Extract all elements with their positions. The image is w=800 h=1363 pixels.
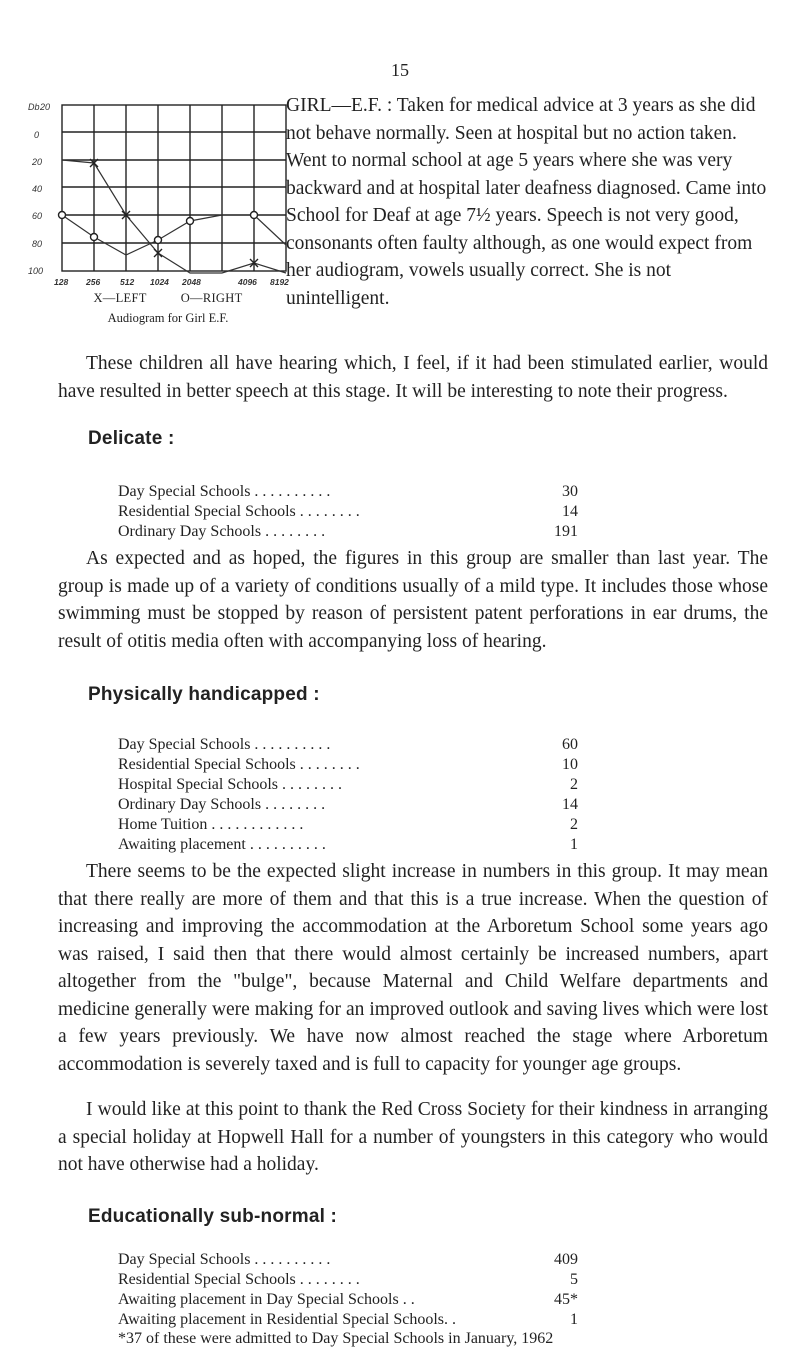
table-physically-handicapped [118,735,638,855]
table-row: Day Special Schools . . . . . . . . . . 60 [118,736,578,753]
y-tick: 40 [32,184,43,194]
paragraph-increase: There seems to be the expected slight increase in numbers in this group. It may mean that there really are more of them and that this is a true increase. When the question of increasing and improving the accommodation at the Arboretum School some years ago was raised, I said then that there would almost certainly be increased numbers, apart altogether from the "bulge", because Maternal and Child Welfare departments and medicine generally were making for an improved outlook and saving lives which were lost a few years previously. We have now almost reached the stage where Arboretum accommodation is severely taxed and is full to capacity for younger age groups. [58,861,768,1075]
paragraph-children: These children all have hearing which, I feel, if it had been stimulated earlier, would have resulted in better speech at this stage. It will be interesting to note their progress. [58,353,768,402]
table-row: Hospital Special Schools . . . . . . . . 2 [118,776,578,793]
heading-delicate: Delicate : [88,428,175,449]
heading-educationally-sub-normal: Educationally sub-normal : [88,1206,338,1227]
x-tick: 1024 [150,277,169,287]
table-row: Awaiting placement in Residential Special Schools. . 1 [118,1311,578,1328]
audiogram-caption: Audiogram for Girl E.F. [107,311,229,325]
heading-physically-handicapped: Physically handicapped : [88,684,320,705]
y-tick: 60 [32,211,43,221]
table-row: Day Special Schools . . . . . . . . . . 409 [118,1251,578,1268]
y-tick: 80 [32,239,43,249]
audiogram-legend: X—LEFT O—RIGHT [93,291,243,305]
y-tick: 100 [28,266,44,276]
table-educationally-sub-normal [118,1250,638,1330]
footnote: *37 of these were admitted to Day Special Schools in January, 1962 [118,1330,554,1347]
x-tick: 256 [86,277,101,287]
table-row: Home Tuition . . . . . . . . . . . . 2 [118,816,578,833]
x-tick: 4096 [238,277,257,287]
table-row: Residential Special Schools . . . . . . . . 14 [118,503,578,520]
table-row: Ordinary Day Schools . . . . . . . . 14 [118,796,578,813]
x-tick: 8192 [270,277,289,287]
table-row: Awaiting placement in Day Special Schools . . 45* [118,1291,578,1308]
paragraph-delicate: As expected and as hoped, the figures in this group are smaller than last year. The group is made up of a variety of conditions usually of a mild type. It includes those whose swimming must be stopped by reason of persistent patent perforations in ear drums, the result of otitis media often with accompanying loss of hearing. [58,548,768,652]
x-tick: 128 [54,277,69,287]
y-axis-label: Db [28,102,40,112]
paragraph-thanks: I would like at this point to thank the Red Cross Society for their kindness in arranging a special holiday at Hopwell Hall for a number of youngsters in this category who would not have otherwise had a holiday. [58,1099,768,1175]
table-row: Ordinary Day Schools . . . . . . . . 191 [118,523,578,540]
y-tick: 0 [34,130,40,140]
y-tick: 20 [32,157,43,167]
case-description [58,92,768,340]
case-text: GIRL—E.F. : Taken for medical advice at 3 years as she did not behave normally. Seen at hospital but no action taken. Went to normal school at age 5 years where she was very backward and at hospital later deafness diagnosed. Came into School for Deaf at age 7½ years. Speech is not very good, consonants often faulty although, as one would expect from her audiogram, vowels usually correct. She is not unintelligent. [286,95,767,309]
x-tick: 2048 [182,277,201,287]
table-row: Awaiting placement . . . . . . . . . . 1 [118,836,578,853]
table-row: Day Special Schools . . . . . . . . . . 30 [118,483,578,500]
x-tick: 512 [120,277,135,287]
y-tick: 20 [40,102,51,112]
page-number: 15 [391,60,409,80]
table-row: Residential Special Schools . . . . . . . . 10 [118,756,578,773]
table-row: Residential Special Schools . . . . . . . . 5 [118,1271,578,1288]
table-delicate [118,482,638,542]
